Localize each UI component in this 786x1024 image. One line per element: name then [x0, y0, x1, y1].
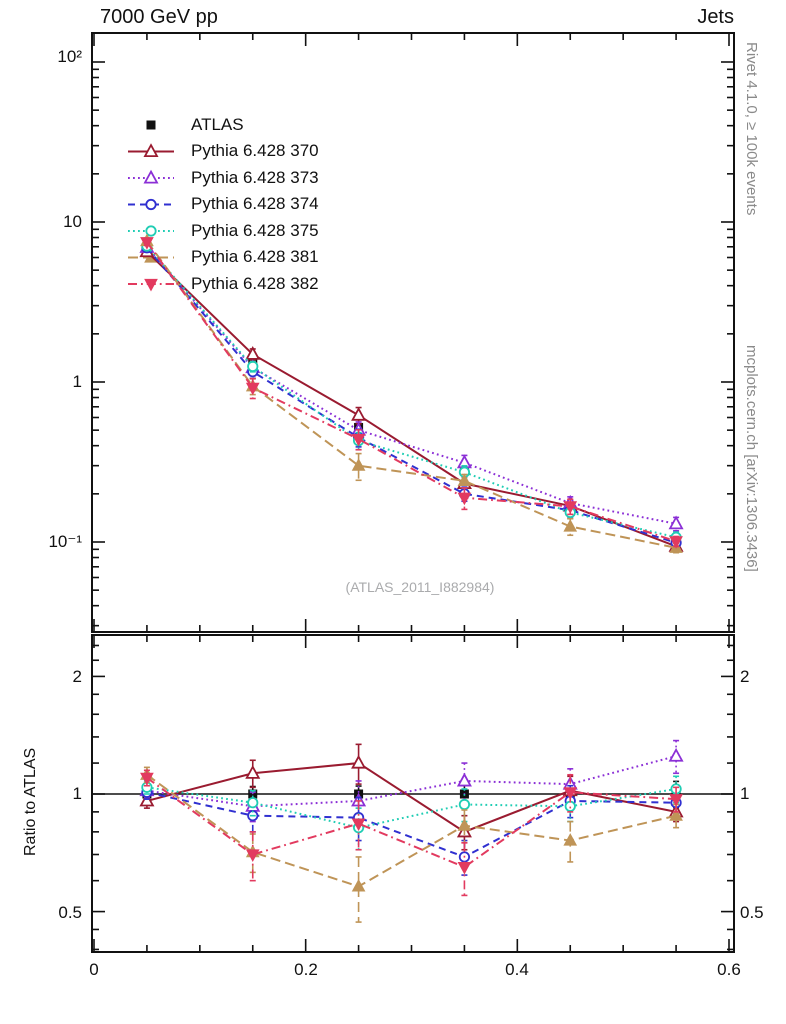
ratio-tick-right-2: 2	[740, 667, 750, 686]
y-tick-1: 1	[72, 372, 82, 391]
process-title: Jets	[697, 6, 734, 28]
beam-title: 7000 GeV pp	[100, 6, 218, 28]
legend-label-374: Pythia 6.428 374	[191, 194, 319, 213]
x-tick-0p2: 0.2	[294, 960, 318, 979]
legend-label-atlas: ATLAS	[191, 115, 244, 134]
series-pythia-6-428-370	[141, 245, 682, 850]
series-pythia-6-428-375	[142, 241, 681, 849]
legend-label-375: Pythia 6.428 375	[191, 221, 319, 240]
ratio-axis-label: Ratio to ATLAS	[22, 747, 39, 856]
legend-label-370: Pythia 6.428 370	[191, 141, 319, 160]
legend-glyphs	[128, 121, 174, 291]
rivet-version-note: Rivet 4.1.0, ≥ 100k events	[743, 42, 760, 216]
y-tick-100: 10²	[57, 47, 82, 66]
ratio-tick-left-2: 2	[72, 667, 82, 686]
analysis-watermark: (ATLAS_2011_I882984)	[345, 579, 495, 595]
y-tick-10: 10	[63, 212, 82, 231]
ratio-tick-left-1: 1	[72, 784, 82, 803]
axis-ticks	[92, 33, 734, 952]
x-tick-0p6: 0.6	[717, 960, 741, 979]
ratio-tick-left-0p5: 0.5	[58, 903, 82, 922]
series-atlas	[142, 244, 680, 807]
legend-label-373: Pythia 6.428 373	[191, 168, 319, 187]
ratio-tick-right-1: 1	[740, 784, 750, 803]
x-tick-0p4: 0.4	[505, 960, 529, 979]
frames	[92, 33, 734, 952]
series-pythia-6-428-373	[141, 241, 682, 824]
legend-label-382: Pythia 6.428 382	[191, 274, 319, 293]
x-tick-0: 0	[89, 960, 99, 979]
ratio-tick-right-0p5: 0.5	[740, 903, 764, 922]
legend-label-381: Pythia 6.428 381	[191, 247, 319, 266]
mcplots-arxiv-note: mcplots.cern.ch [arXiv:1306.3436]	[743, 345, 760, 572]
y-tick-0p1: 10⁻¹	[48, 532, 82, 551]
